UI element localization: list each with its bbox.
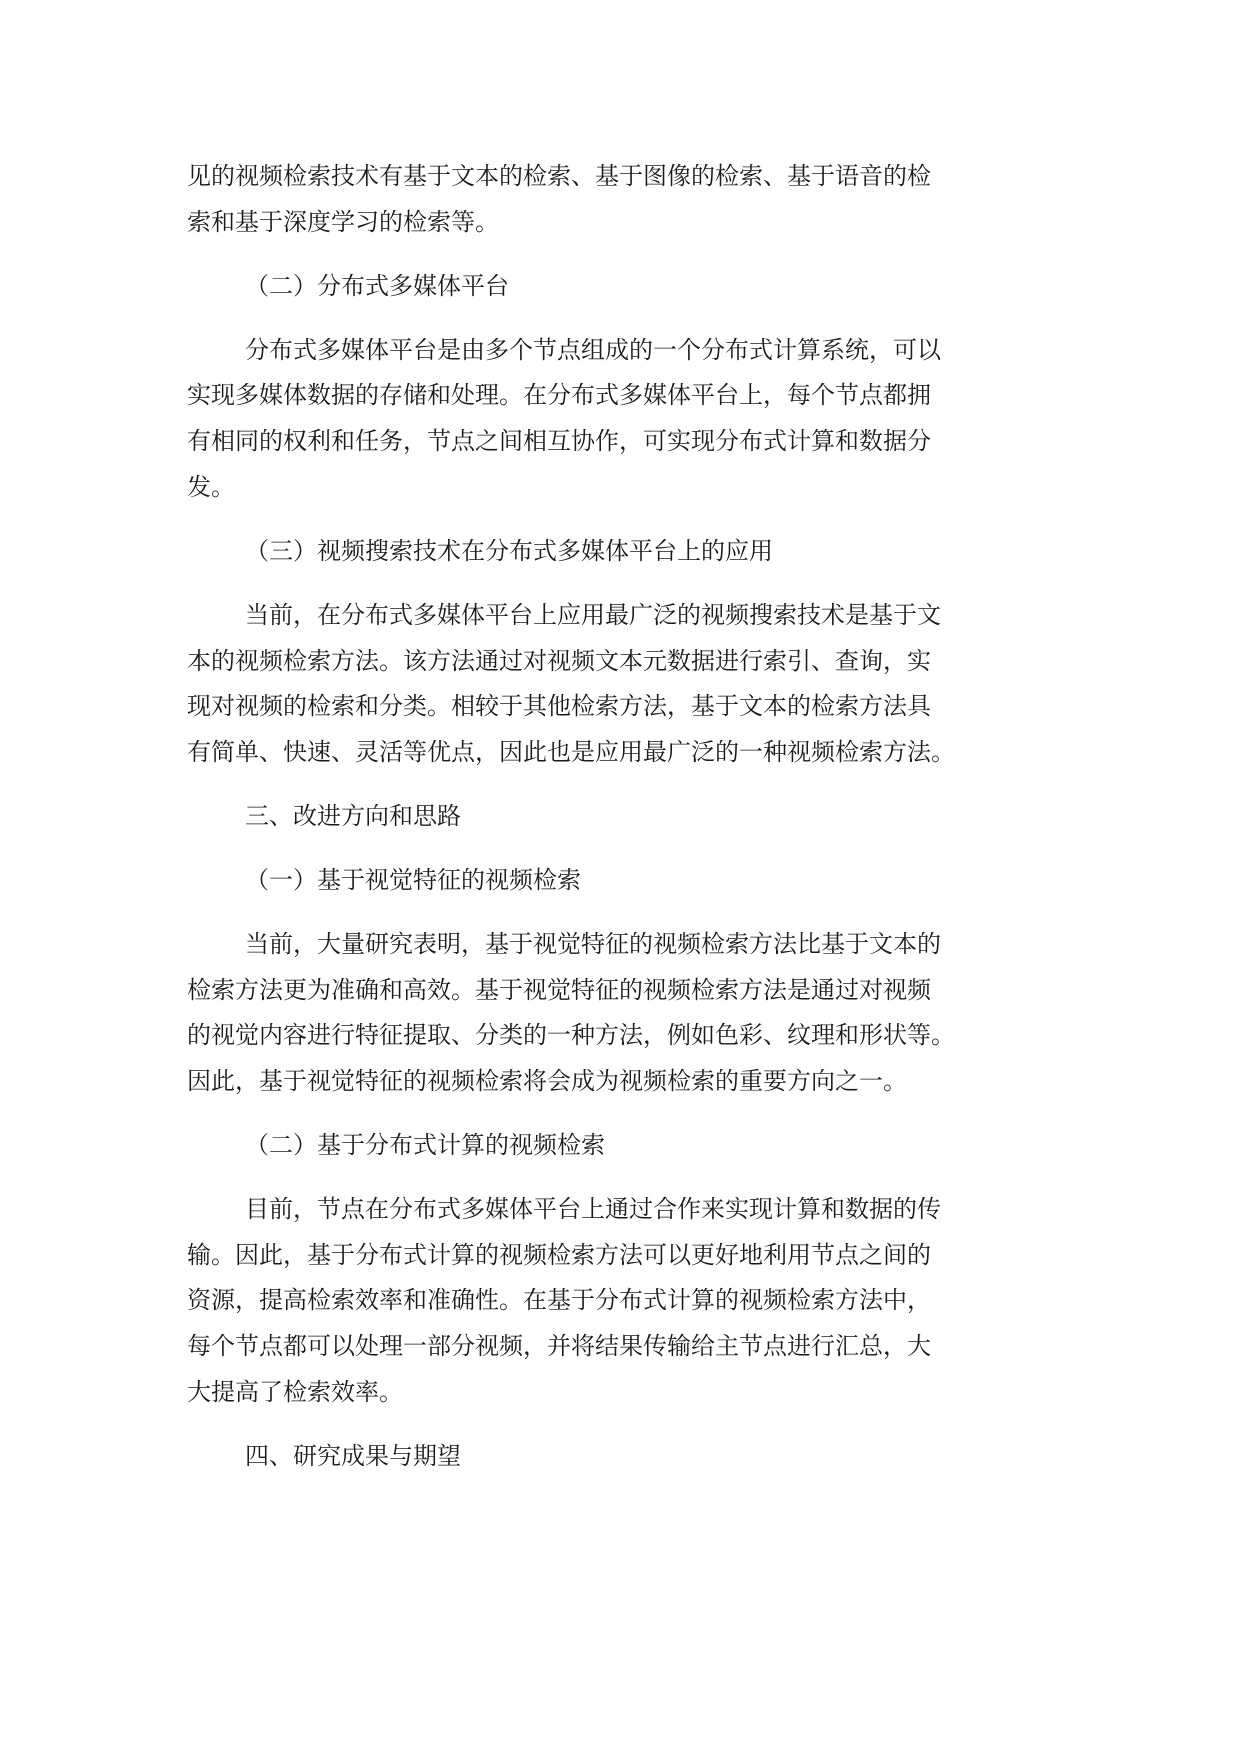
paragraph-line: 每个节点都可以处理一部分视频，并将结果传输给主节点进行汇总，大: [187, 1332, 931, 1360]
paragraph-line: 大提高了检索效率。: [187, 1378, 403, 1406]
paragraph-line: 分布式多媒体平台是由多个节点组成的一个分布式计算系统，可以: [245, 336, 941, 364]
paragraph-line: 本的视频检索方法。该方法通过对视频文本元数据进行索引、查询，实: [187, 647, 931, 675]
paragraph-line: 实现多媒体数据的存储和处理。在分布式多媒体平台上，每个节点都拥: [187, 381, 931, 409]
section-heading: （二）基于分布式计算的视频检索: [245, 1131, 605, 1159]
chapter-heading: 四、研究成果与期望: [245, 1442, 461, 1470]
paragraph-line: 有简单、快速、灵活等优点，因此也是应用最广泛的一种视频检索方法。: [187, 738, 955, 766]
paragraph-line: 检索方法更为准确和高效。基于视觉特征的视频检索方法是通过对视频: [187, 976, 931, 1004]
paragraph-line: 当前，在分布式多媒体平台上应用最广泛的视频搜索技术是基于文: [245, 601, 941, 629]
paragraph-line: 资源，提高检索效率和准确性。在基于分布式计算的视频检索方法中，: [187, 1286, 931, 1314]
chapter-heading: 三、改进方向和思路: [245, 802, 461, 830]
paragraph-line: 输。因此，基于分布式计算的视频检索方法可以更好地利用节点之间的: [187, 1241, 931, 1269]
paragraph-line: 目前，节点在分布式多媒体平台上通过合作来实现计算和数据的传: [245, 1195, 941, 1223]
paragraph-line: 因此，基于视觉特征的视频检索将会成为视频检索的重要方向之一。: [187, 1067, 907, 1095]
paragraph-line: 发。: [187, 473, 235, 501]
section-heading: （一）基于视觉特征的视频检索: [245, 866, 581, 894]
paragraph-line: 现对视频的检索和分类。相较于其他检索方法，基于文本的检索方法具: [187, 692, 931, 720]
section-heading: （三）视频搜索技术在分布式多媒体平台上的应用: [245, 537, 773, 565]
paragraph-line: 当前，大量研究表明，基于视觉特征的视频检索方法比基于文本的: [245, 930, 941, 958]
paragraph-line: 的视觉内容进行特征提取、分类的一种方法，例如色彩、纹理和形状等。: [187, 1021, 955, 1049]
paragraph-line: 索和基于深度学习的检索等。: [187, 208, 499, 236]
paragraph-line: 见的视频检索技术有基于文本的检索、基于图像的检索、基于语音的检: [187, 162, 931, 190]
paragraph-line: 有相同的权利和任务，节点之间相互协作，可实现分布式计算和数据分: [187, 427, 931, 455]
section-heading: （二）分布式多媒体平台: [245, 272, 509, 300]
